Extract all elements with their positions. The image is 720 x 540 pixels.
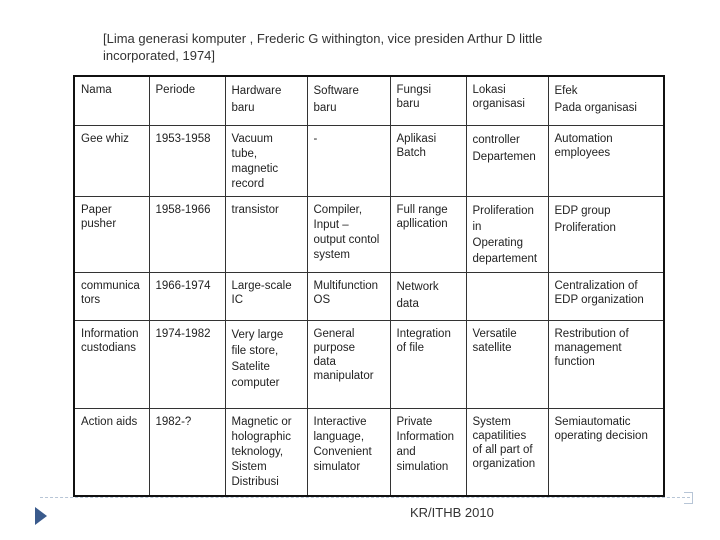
cell-text: 1974-1982 bbox=[155, 327, 211, 340]
cell-text: Centralization of bbox=[554, 279, 638, 292]
table-row bbox=[74, 408, 664, 496]
cell-text: language, bbox=[313, 430, 365, 443]
cell-text: 1953-1958 bbox=[155, 132, 211, 145]
cell-text: Integration bbox=[396, 327, 451, 340]
table-cell bbox=[225, 408, 307, 496]
caption-line-1: [Lima generasi komputer , Frederic G withington, vice presiden Arthur D little bbox=[103, 31, 543, 46]
cell-text: Private bbox=[396, 415, 433, 428]
cell-text: IC bbox=[231, 293, 243, 306]
cell-text: Departemen bbox=[472, 150, 536, 163]
cell-text: EDP organization bbox=[554, 293, 644, 306]
header-cell bbox=[149, 76, 225, 125]
cell-text: Semiautomatic bbox=[554, 415, 631, 428]
header-text: Efek bbox=[554, 85, 578, 97]
header-text: Periode bbox=[155, 84, 196, 96]
table-cell bbox=[307, 408, 390, 496]
cell-text: simulation bbox=[396, 460, 449, 473]
cell-text: departement bbox=[472, 252, 538, 265]
header-row bbox=[74, 76, 664, 125]
cell-text: Full range bbox=[396, 203, 448, 216]
table-cell bbox=[225, 320, 307, 408]
table-cell bbox=[307, 196, 390, 272]
computer-generations-table bbox=[73, 75, 665, 497]
cell-text: manipulator bbox=[313, 369, 374, 382]
header-text: baru bbox=[396, 98, 420, 110]
header-text: baru bbox=[313, 102, 337, 114]
table-cell bbox=[548, 320, 664, 408]
table-cell bbox=[548, 272, 664, 320]
header-text: baru bbox=[231, 102, 255, 114]
header-cell bbox=[307, 76, 390, 125]
cell-text: Automation bbox=[554, 132, 613, 145]
cell-text: Network bbox=[396, 280, 439, 293]
header-cell bbox=[225, 76, 307, 125]
cell-text: in bbox=[472, 220, 482, 233]
cell-text: of all part of bbox=[472, 443, 533, 456]
cell-text: Operating bbox=[472, 236, 524, 249]
cell-text: and bbox=[396, 445, 416, 458]
cell-text: record bbox=[231, 177, 265, 190]
table-cell bbox=[149, 196, 225, 272]
cell-text: tube, bbox=[231, 147, 258, 160]
cell-text: Convenient bbox=[313, 445, 372, 458]
cell-text: Interactive bbox=[313, 415, 367, 428]
cell-text: OS bbox=[313, 293, 331, 306]
cell-text: Versatile bbox=[472, 327, 517, 340]
table-cell bbox=[74, 320, 149, 408]
cell-text: capatilities bbox=[472, 429, 527, 442]
triangle-right-icon bbox=[35, 507, 47, 525]
cell-text: Paper bbox=[81, 203, 112, 216]
table-cell bbox=[149, 272, 225, 320]
header-cell bbox=[466, 76, 548, 125]
cell-text: Batch bbox=[396, 146, 426, 159]
cell-text: satellite bbox=[472, 341, 512, 354]
table-cell bbox=[390, 408, 466, 496]
table-cell bbox=[390, 125, 466, 196]
cell-text: output contol bbox=[313, 233, 380, 246]
header-text: Hardware bbox=[231, 85, 282, 97]
table-cell bbox=[149, 320, 225, 408]
header-text: Fungsi bbox=[396, 84, 432, 96]
table-row bbox=[74, 272, 664, 320]
table-cell bbox=[74, 272, 149, 320]
cell-text: Multifunction bbox=[313, 279, 379, 292]
cell-text: system bbox=[313, 248, 350, 261]
cell-text: Compiler, bbox=[313, 203, 363, 216]
table-cell bbox=[548, 125, 664, 196]
cell-text: Action aids bbox=[81, 415, 138, 428]
table-cell bbox=[466, 320, 548, 408]
table-row bbox=[74, 125, 664, 196]
cell-text: Input – bbox=[313, 218, 349, 231]
table-cell bbox=[390, 320, 466, 408]
table-cell bbox=[74, 196, 149, 272]
cell-text: pusher bbox=[81, 217, 117, 230]
table-cell bbox=[149, 125, 225, 196]
table-cell bbox=[390, 196, 466, 272]
table-cell bbox=[548, 196, 664, 272]
cell-text: Magnetic or bbox=[231, 415, 292, 428]
table-row bbox=[74, 196, 664, 272]
header-text: Lokasi bbox=[472, 84, 506, 96]
cell-text: operating decision bbox=[554, 429, 648, 442]
cell-text: purpose bbox=[313, 341, 356, 354]
cell-text: Satelite bbox=[231, 360, 270, 373]
cell-text: computer bbox=[231, 376, 280, 389]
header-cell bbox=[74, 76, 149, 125]
cell-text: magnetic bbox=[231, 162, 279, 175]
table-cell bbox=[149, 408, 225, 496]
cell-text: tors bbox=[81, 293, 101, 306]
table-cell bbox=[225, 125, 307, 196]
cell-text: function bbox=[554, 355, 595, 368]
cell-text: custodians bbox=[81, 341, 136, 354]
cell-text: Vacuum bbox=[231, 132, 273, 145]
cell-text: Distribusi bbox=[231, 475, 279, 488]
cell-text: Information bbox=[81, 327, 139, 340]
caption-line-2: incorporated, 1974] bbox=[103, 48, 216, 63]
cell-text: organization bbox=[472, 457, 536, 470]
cell-text: management bbox=[554, 341, 622, 354]
cell-text: Very large bbox=[231, 328, 284, 341]
cell-text: teknology, bbox=[231, 445, 284, 458]
cell-text: Aplikasi bbox=[396, 132, 437, 145]
cell-text: Proliferation bbox=[472, 204, 534, 217]
table-row bbox=[74, 320, 664, 408]
cell-text: Gee whiz bbox=[81, 132, 129, 145]
cell-text: holographic bbox=[231, 430, 291, 443]
table-cell bbox=[548, 408, 664, 496]
table-cell bbox=[74, 125, 149, 196]
header-cell bbox=[390, 76, 466, 125]
cell-text: Proliferation bbox=[554, 221, 616, 234]
table-cell bbox=[466, 272, 548, 320]
table-cell bbox=[74, 408, 149, 496]
table-cell bbox=[307, 125, 390, 196]
table-cell bbox=[307, 320, 390, 408]
cell-text: controller bbox=[472, 133, 520, 146]
cell-text: 1966-1974 bbox=[155, 279, 211, 292]
cell-text: EDP group bbox=[554, 204, 611, 217]
cell-text: transistor bbox=[231, 203, 279, 216]
cell-text: Large-scale bbox=[231, 279, 292, 292]
table-cell bbox=[307, 272, 390, 320]
cell-text: General bbox=[313, 327, 355, 340]
cell-text: data bbox=[396, 297, 419, 310]
cell-text: Restribution of bbox=[554, 327, 629, 340]
header-text: Software bbox=[313, 85, 359, 97]
table-cell bbox=[466, 125, 548, 196]
table-cell bbox=[466, 196, 548, 272]
footer-label: KR/ITHB 2010 bbox=[410, 505, 494, 520]
table-cell bbox=[390, 272, 466, 320]
table-cell bbox=[225, 272, 307, 320]
cell-text: System bbox=[472, 415, 511, 428]
footer-divider bbox=[40, 497, 690, 498]
slide-caption bbox=[103, 30, 623, 64]
cell-text: 1982-? bbox=[155, 415, 192, 428]
cell-text: of file bbox=[396, 341, 424, 354]
header-text: Pada organisasi bbox=[554, 102, 637, 114]
cell-text: communica bbox=[81, 279, 140, 292]
table-cell bbox=[466, 408, 548, 496]
cell-text: 1958-1966 bbox=[155, 203, 211, 216]
cell-text: employees bbox=[554, 146, 611, 159]
cell-text: Sistem bbox=[231, 460, 267, 473]
header-text: organisasi bbox=[472, 98, 525, 110]
cell-text: Information bbox=[396, 430, 455, 443]
cell-text: data bbox=[313, 355, 336, 368]
cell-text: - bbox=[313, 132, 318, 145]
footer-divider-end bbox=[684, 492, 693, 504]
header-cell bbox=[548, 76, 664, 125]
cell-text: simulator bbox=[313, 460, 361, 473]
table-cell bbox=[225, 196, 307, 272]
header-text: Nama bbox=[81, 84, 112, 96]
cell-text: apllication bbox=[396, 217, 448, 230]
cell-text: file store, bbox=[231, 344, 279, 357]
